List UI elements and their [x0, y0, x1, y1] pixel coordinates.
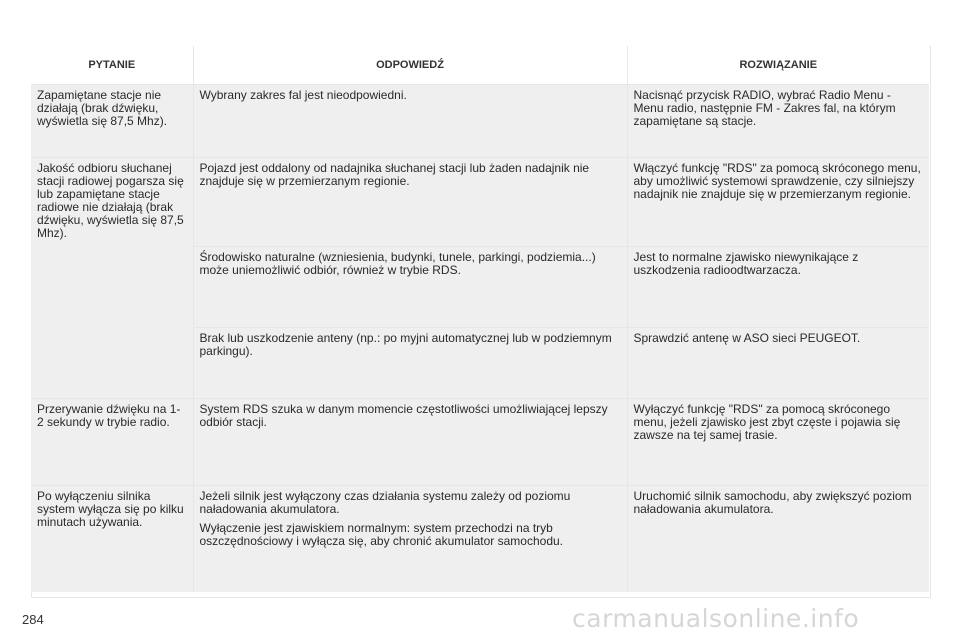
answer-cell: [193, 247, 627, 328]
answer-cell: [193, 486, 627, 592]
header-question: PYTANIE: [31, 46, 193, 85]
question-cell: Zapamiętane stacje nie działają (brak dźwięku, wyświetla się 87,5 Mhz).: [31, 85, 193, 158]
answer-text: System RDS szuka w danym momencie częstotliwości umożliwiającej lepszy odbiór stacji.: [199, 402, 608, 429]
answer-text: Wybrany zakres fal jest nieodpowiedni.: [199, 88, 407, 102]
answer-text: Wyłączenie jest zjawiskiem normalnym: system przechodzi na tryb oszczędnościowy i wyłącza się, aby chronić akumulator samochodu.: [199, 521, 563, 548]
question-cell: Przerywanie dźwięku na 1-2 sekundy w trybie radio.: [31, 399, 193, 486]
answer-text: Pojazd jest oddalony od nadajnika słuchanej stacji lub żaden nadajnik nie znajduje się w przemierzanym regionie.: [199, 161, 590, 188]
answer-text: Brak lub uszkodzenie anteny (np.: po myjni automatycznej lub w podziemnym parkingu).: [199, 331, 612, 358]
answer-text: Jeżeli silnik jest wyłączony czas działania systemu zależy od poziomu naładowania akumulatora.: [199, 489, 571, 516]
table-row: [31, 85, 929, 158]
solution-cell: Uruchomić silnik samochodu, aby zwiększyć poziom naładowania akumulatora.: [627, 486, 929, 592]
answer-cell: [193, 85, 627, 158]
solution-cell: Włączyć funkcję "RDS" za pomocą skróconego menu, aby umożliwić systemowi sprawdzenie, czy silniejszy nadajnik nie znajduje się w przemierzanym regionie.: [627, 158, 929, 247]
answer-cell: [193, 328, 627, 399]
question-cell: Jakość odbioru słuchanej stacji radiowej pogarsza się lub zapamiętane stacje radiowe nie działają (brak dźwięku, wyświetla się 87,5 Mhz).: [31, 158, 193, 399]
answer-cell: [193, 158, 627, 247]
solution-cell: Wyłączyć funkcję "RDS" za pomocą skróconego menu, jeżeli zjawisko jest zbyt częste i pojawia się zawsze na tej samej trasie.: [627, 399, 929, 486]
header-solution: ROZWIĄZANIE: [627, 46, 929, 85]
answer-cell: [193, 399, 627, 486]
header-answer: ODPOWIEDŹ: [193, 46, 627, 85]
answer-text: Środowisko naturalne (wzniesienia, budynki, tunele, parkingi, podziemia...) może uniemożliwić odbiór, również w trybie RDS.: [199, 250, 596, 277]
watermark: carmanualsonline.info: [572, 604, 860, 633]
solution-cell: Nacisnąć przycisk RADIO, wybrać Radio Menu - Menu radio, następnie FM - Zakres fal, na którym zapamiętane są stacje.: [627, 85, 929, 158]
troubleshooting-table: [31, 46, 929, 592]
question-cell: Po wyłączeniu silnika system wyłącza się po kilku minutach używania.: [31, 486, 193, 592]
table-row: [31, 486, 929, 592]
page-number: 284: [22, 612, 44, 627]
table-row: [31, 158, 929, 247]
solution-cell: Sprawdzić antenę w ASO sieci PEUGEOT.: [627, 328, 929, 399]
table-header-row: [31, 46, 929, 85]
solution-cell: Jest to normalne zjawisko niewynikające z uszkodzenia radioodtwarzacza.: [627, 247, 929, 328]
table-row: [31, 399, 929, 486]
